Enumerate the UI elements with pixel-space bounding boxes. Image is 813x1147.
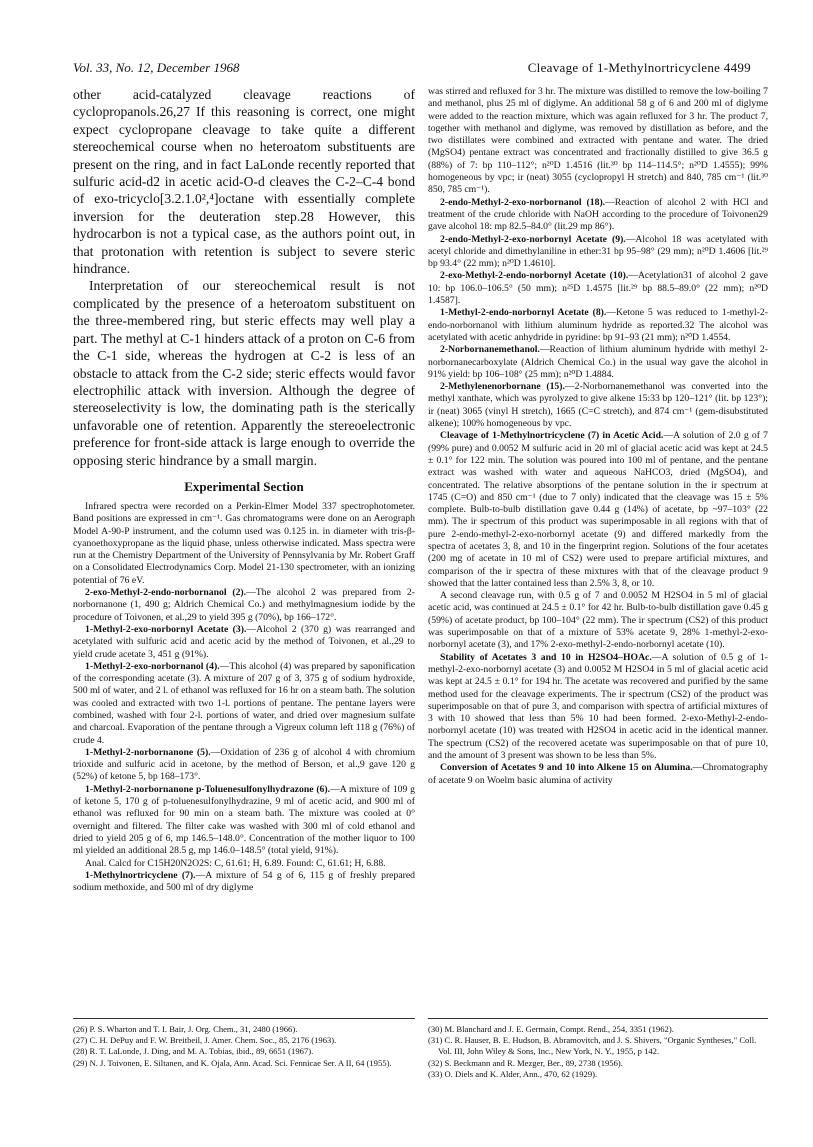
procedure-heading: 2-Methylenenorbornane (15). bbox=[440, 381, 565, 393]
procedure-heading: 1-Methyl-2-exo-norbornanol (4). bbox=[85, 660, 220, 672]
procedure-compound-6 bbox=[73, 784, 415, 858]
procedure-body: —Oxidation of 236 g of alcohol 4 with chromium trioxide and sulfuric acid in acetone, by the method of Berson, et al.,9 gave 120 g (52%) of ketone 5, bp 168–173°. bbox=[73, 746, 415, 783]
running-header-title: Cleavage of 1-Methylnortricyclene 4499 bbox=[527, 60, 751, 75]
procedure-norbornanemethanol bbox=[428, 344, 768, 381]
procedure-body: —Reaction of lithium aluminum hydride with methyl 2-norbornanecarboxylate (Aldrich Chemical Co.) in the usual way gave the alcohol in 91% yield: bp 106–108° (25 mm); n²⁰D 1.4884. bbox=[428, 344, 768, 380]
procedure-body: —Alcohol 2 (370 g) was rearranged and acetylated with sulfuric acid and acetic acid by the method of Toivonen, et al.,29 to yield crude acetate 3, 451 g (91%). bbox=[73, 623, 415, 660]
paragraph-instruments: Infrared spectra were recorded on a Perkin-Elmer Model 337 spectrophotometer. Band positions are expressed in cm⁻¹. Gas chromatograms were done on an Aerograph Model A-90-P instrument, and the column used was 0.125 in. in diameter with tris-β-cyanoethoxypropane as the liquid phase, unless otherwise indicated. Mass spectra were run at the Chemistry Department of the University of Pennsylvania by Mr. Robert Graff on a Consolidated Electrodynamics Corp. Model 21-130 spectrometer, with an ionizing potential of 76 eV. bbox=[73, 500, 415, 586]
footnotes-left bbox=[73, 1024, 415, 1069]
footnotes-right bbox=[428, 1024, 768, 1080]
procedure-heading: Cleavage of 1-Methylnortricyclene (7) in Acetic Acid. bbox=[440, 430, 664, 442]
footnote-divider bbox=[428, 1018, 768, 1019]
procedure-heading: 2-endo-Methyl-2-exo-norbornyl Acetate (9). bbox=[440, 233, 626, 245]
procedure-compound-3 bbox=[73, 624, 415, 661]
procedure-heading: 1-Methyl-2-exo-norbornyl Acetate (3). bbox=[85, 623, 247, 635]
procedure-compound-18 bbox=[428, 197, 768, 234]
procedure-body: —Chromatography of acetate 9 on Woelm basic alumina of activity bbox=[428, 762, 768, 786]
paragraph-interpretation: Interpretation of our stereochemical result is not complicated by the presence of a heteroatom substituent on the three-membered ring, but steric effects may well play a part. The methyl at C-1 hinders attack of a proton on C-6 from the C-1 side, whereas the hydrogen at C-2 is less of an obstacle to attack from the C-2 side; steric effects would favor electrophilic attack with inversion. Although the degree of stereoselectivity is low, the dominating path is the sterically unfavorable one of retention. Apparently the stereoelectronic preference for front-side attack is large enough to override the opposing steric hindrance by a small margin. bbox=[73, 278, 415, 468]
footnote-divider bbox=[73, 1018, 415, 1019]
procedure-compound-4 bbox=[73, 661, 415, 747]
procedure-body: —Alcohol 18 was acetylated with acetyl chloride and dimethylaniline in ether:31 bp 95–98° (29 mm); n²⁰D 1.4606 [lit.²⁹ bp 93.4° (22 mm); n²⁰D 1.4610]. bbox=[428, 233, 768, 270]
procedure-heading: 2-endo-Methyl-2-exo-norbornanol (18). bbox=[440, 196, 606, 208]
footnote: (26) P. S. Wharton and T. I. Bair, J. Org. Chem., 31, 2480 (1966). bbox=[73, 1024, 298, 1034]
procedure-body: —Reaction of alcohol 2 with HCl and treatment of the crude chloride with NaOH according to the procedure of Toivonen29 gave alcohol 18: mp 82.5–84.0° (lit.29 mp 86°). bbox=[428, 196, 768, 233]
procedure-compound-7 bbox=[73, 870, 415, 895]
procedure-compound-9 bbox=[428, 234, 768, 271]
procedure-body: —The alcohol 2 was prepared from 2-norbornanone (1, 490 g; Aldrich Chemical Co.) and methylmagnesium iodide by the procedure of Toivonen, et al.,29 to yield 395 g (70%), bp 166–172°. bbox=[73, 587, 415, 623]
procedure-body: —Acetylation31 of alcohol 2 gave 10: bp 106.0–106.5° (50 mm); n²⁵D 1.4575 [lit.²⁹ bp 88.5–89.0° (22 mm); n²⁰D 1.4587]. bbox=[428, 270, 768, 307]
procedure-heading: 2-exo-Methyl-2-endo-norbornanol (2). bbox=[85, 587, 247, 599]
procedure-compound-2 bbox=[73, 587, 415, 624]
footnote: (27) C. H. DePuy and F. W. Breitbeil, J. Amer. Chem. Soc., 85, 2176 (1963). bbox=[73, 1035, 337, 1046]
procedure-cleavage bbox=[428, 430, 768, 590]
procedure-stability bbox=[428, 652, 768, 763]
procedure-alumina bbox=[428, 762, 768, 787]
procedure-body: —Ketone 5 was reduced to 1-methyl-2-endo-norbornanol with lithium aluminum hydride as reported.32 The alcohol was acetylated with acetic anhydride in pyridine: bp 91–93 (21 mm); n²⁰D 1.4554. bbox=[428, 307, 768, 343]
procedure-body: —A mixture of 54 g of 6, 115 g of freshly prepared sodium methoxide, and 500 ml of dry diglyme bbox=[73, 869, 415, 894]
procedure-body: —2-Norbornanemethanol was converted into the methyl xanthate, which was pyrolyzed to give alkene 15:33 bp 120–121° (lit. bp 123°); ir (neat) 3065 (vinyl H stretch), 1665 (C=C stretch), and 874 cm⁻¹ (gem-disubstituted alkene); 100% homogeneous by vpc. bbox=[428, 381, 768, 430]
procedure-continuation: was stirred and refluxed for 3 hr. The mixture was distilled to remove the low-boiling 7 and methanol, plus 25 ml of diglyme. An additional 58 g of 6 and 200 ml of diglyme were added to the reaction mixture, which was again refluxed for 3 hr. The product 7, together with methanol and diglyme, was removed by distillation as before, and the two distillates were combined and extracted with pentane and water. The dried (MgSO4) pentane extract was concentrated and fractionally distilled to give 36.5 g (88%) of 7: bp 110–112°; n²⁰D 1.4516 (lit.³⁰ bp 114–114.5°; n²⁰D 1.4555); 99% homogeneous by vpc; ir (neat) 3055 (cyclopropyl H stretch) and 840, 785 cm⁻¹ (lit.³⁰ 850, 785 cm⁻¹). bbox=[428, 86, 768, 196]
footnote: (33) O. Diels and K. Alder, Ann., 470, 62 (1929). bbox=[428, 1068, 598, 1079]
footnote: (29) N. J. Toivonen, E. Siltanen, and K. Ojala, Ann. Acad. Sci. Fennicae Ser. A II, 64 (1955). bbox=[73, 1057, 392, 1068]
footnote: (28) R. T. LaLonde, J. Ding, and M. A. Tobias, ibid., 89, 6651 (1967). bbox=[73, 1046, 314, 1057]
procedure-compound-10 bbox=[428, 270, 768, 307]
elemental-analysis: Anal. Calcd for C15H20N2O2S: C, 61.61; H, 6.89. Found: C, 61.61; H, 6.88. bbox=[85, 857, 386, 869]
procedure-compound-5 bbox=[73, 747, 415, 784]
footnote: (31) C. R. Hauser, B. E. Hudson, B. Abramovitch, and J. S. Shivers, "Organic Syntheses," Coll. Vol. III, John Wiley & Sons, Inc., New York, N. Y., 1955, p 142. bbox=[428, 1035, 757, 1057]
procedure-second-cleavage: A second cleavage run, with 0.5 g of 7 and 0.0052 M H2SO4 in 5 ml of glacial acetic acid, was continued at 24.5 ± 0.1° for 42 hr. Bulb-to-bulb distillation gave 0.45 g (59%) of acetate product, bp 100–104° (22 mm). The ir spectrum (CS2) of this product was superimposable on that of a mixture of 53% acetate 9, 28% 1-methyl-2-exo-norbornyl acetate (3), and 17% 2-exo-methyl-2-endo-norbornyl acetate (10). bbox=[428, 590, 768, 651]
procedure-body: —A solution of 0.5 g of 1-methyl-2-exo-norbornyl acetate (3) and 0.0052 M H2SO4 in 5 ml of glacial acetic acid was kept at 24.5 ± 0.1° for 194 hr. The acetate was recovered and purified by the same method used for the cleavage experiments. The ir spectrum (CS2) of the product was superimposable on that of pure 3, and comparison with spectra of artificial mixtures of 3 with 10 showed that less than 5% 10 had been formed. 2-exo-Methyl-2-endo-norbornyl acetate (10) was treated with H2SO4 in acetic acid in the identical manner. The spectrum (CS2) of the recovered acetate was superimposable on that of pure 10, and the amount of 3 present was shown to be less than 5%. bbox=[428, 651, 769, 762]
procedure-body: —This alcohol (4) was prepared by saponification of the corresponding acetate (3). A mixture of 207 g of 3, 375 g of sodium hydroxide, 500 ml of water, and 2 l. of ethanol was refluxed for 16 hr on a steam bath. The solution was cooled and extracted with two 1-l. portions of pentane. The pentane layers were combined, washed with four 2-l. portions of water, and dried over magnesium sulfate and charcoal. Evaporation of the pentane through a Vigreux column left 118 g (76%) of crude 4. bbox=[73, 660, 415, 746]
running-header-volume: Vol. 33, No. 12, December 1968 bbox=[73, 60, 240, 75]
procedure-heading: 1-Methylnortricyclene (7). bbox=[85, 869, 196, 881]
left-column bbox=[73, 86, 415, 894]
footnote: (32) S. Beckmann and R. Mezger, Ber., 89, 2738 (1956). bbox=[428, 1057, 623, 1068]
procedure-heading: Conversion of Acetates 9 and 10 into Alkene 15 on Alumina. bbox=[440, 762, 693, 774]
procedure-heading: 1-Methyl-2-norbornanone p-Toluenesulfonylhydrazone (6). bbox=[85, 783, 331, 795]
procedure-compound-8 bbox=[428, 307, 768, 344]
procedure-heading: 2-exo-Methyl-2-endo-norbornyl Acetate (10). bbox=[440, 270, 629, 282]
procedure-body: —A mixture of 109 g of ketone 5, 170 g of p-toluenesulfonylhydrazine, 9 ml of acetic acid, and 900 ml of ethanol was refluxed for 90 min on a steam bath. The mixture was cooled at 0° overnight and filtered. The filter cake was washed with 300 ml of cold ethanol and dried to yield 205 g of 6, mp 146.5–148.0°. Concentration of the mother liquor to 100 ml yielded an additional 28.5 g, mp 146.0–148.5° (total yield, 91%). bbox=[73, 783, 416, 857]
procedure-heading: 2-Norbornanemethanol. bbox=[440, 344, 540, 356]
procedure-heading: 1-Methyl-2-norbornanone (5). bbox=[85, 746, 211, 758]
right-column bbox=[428, 86, 768, 787]
procedure-body: —A solution of 2.0 g of 7 (99% pure) and 0.0052 M sulfuric acid in 20 ml of glacial acetic acid was kept at 24.5 ± 0.1° for 122 min. The solution was poured into 100 ml of pentane, and the pentane extract was washed with water and aqueous NaHCO3, dried (MgSO4), and concentrated. The relative absorptions of the pentane solution in the ir spectrum at 1745 (C=O) and 850 cm⁻¹ (due to 7 only) indicated that the cleavage was 15 ± 5% complete. Bulb-to-bulb distillation gave 0.44 g (14%) of acetate, bp ~97–103° (22 mm). The ir spectrum of this product was superimposable in all regions with that of pure 2-endo-methyl-2-exo-norbornyl acetate (9) and differed markedly from the spectra of acetates 3, 8, and 10 in the fingerprint region. Solutions of the four acetates (200 mg of acetate in 10 ml of CS2) were used to prepare artificial mixtures, and comparison of the ir spectra of these mixtures with that of the cleavage product 9 showed that the latter contained less than 2.5% 3, 8, or 10. bbox=[428, 430, 768, 589]
section-title-experimental: Experimental Section bbox=[184, 478, 304, 494]
footnote: (30) M. Blanchard and J. E. Germain, Compt. Rend., 254, 3351 (1962). bbox=[428, 1024, 674, 1034]
procedure-heading: 1-Methyl-2-endo-norbornyl Acetate (8). bbox=[440, 307, 607, 319]
procedure-heading: Stability of Acetates 3 and 10 in H2SO4–HOAc. bbox=[440, 651, 652, 663]
procedure-compound-15 bbox=[428, 381, 768, 430]
paragraph-cleavage-discussion: other acid-catalyzed cleavage reactions of cyclopropanols.26,27 If this reasoning is correct, one might expect cyclopropane cleavage to take quite a different stereochemical course when no heteroatom substituents are present on the ring, and in fact LaLonde recently reported that sulfuric acid-d2 in acetic acid-O-d cleaves the C-2–C-4 bond of exo-tricyclo[3.2.1.0²,⁴]octane with essentially complete inversion for the deuteration step.28 However, this hydrocarbon is not a typical case, as the authors point out, in that protonation with retention is subject to severe steric hindrance. bbox=[73, 87, 415, 277]
